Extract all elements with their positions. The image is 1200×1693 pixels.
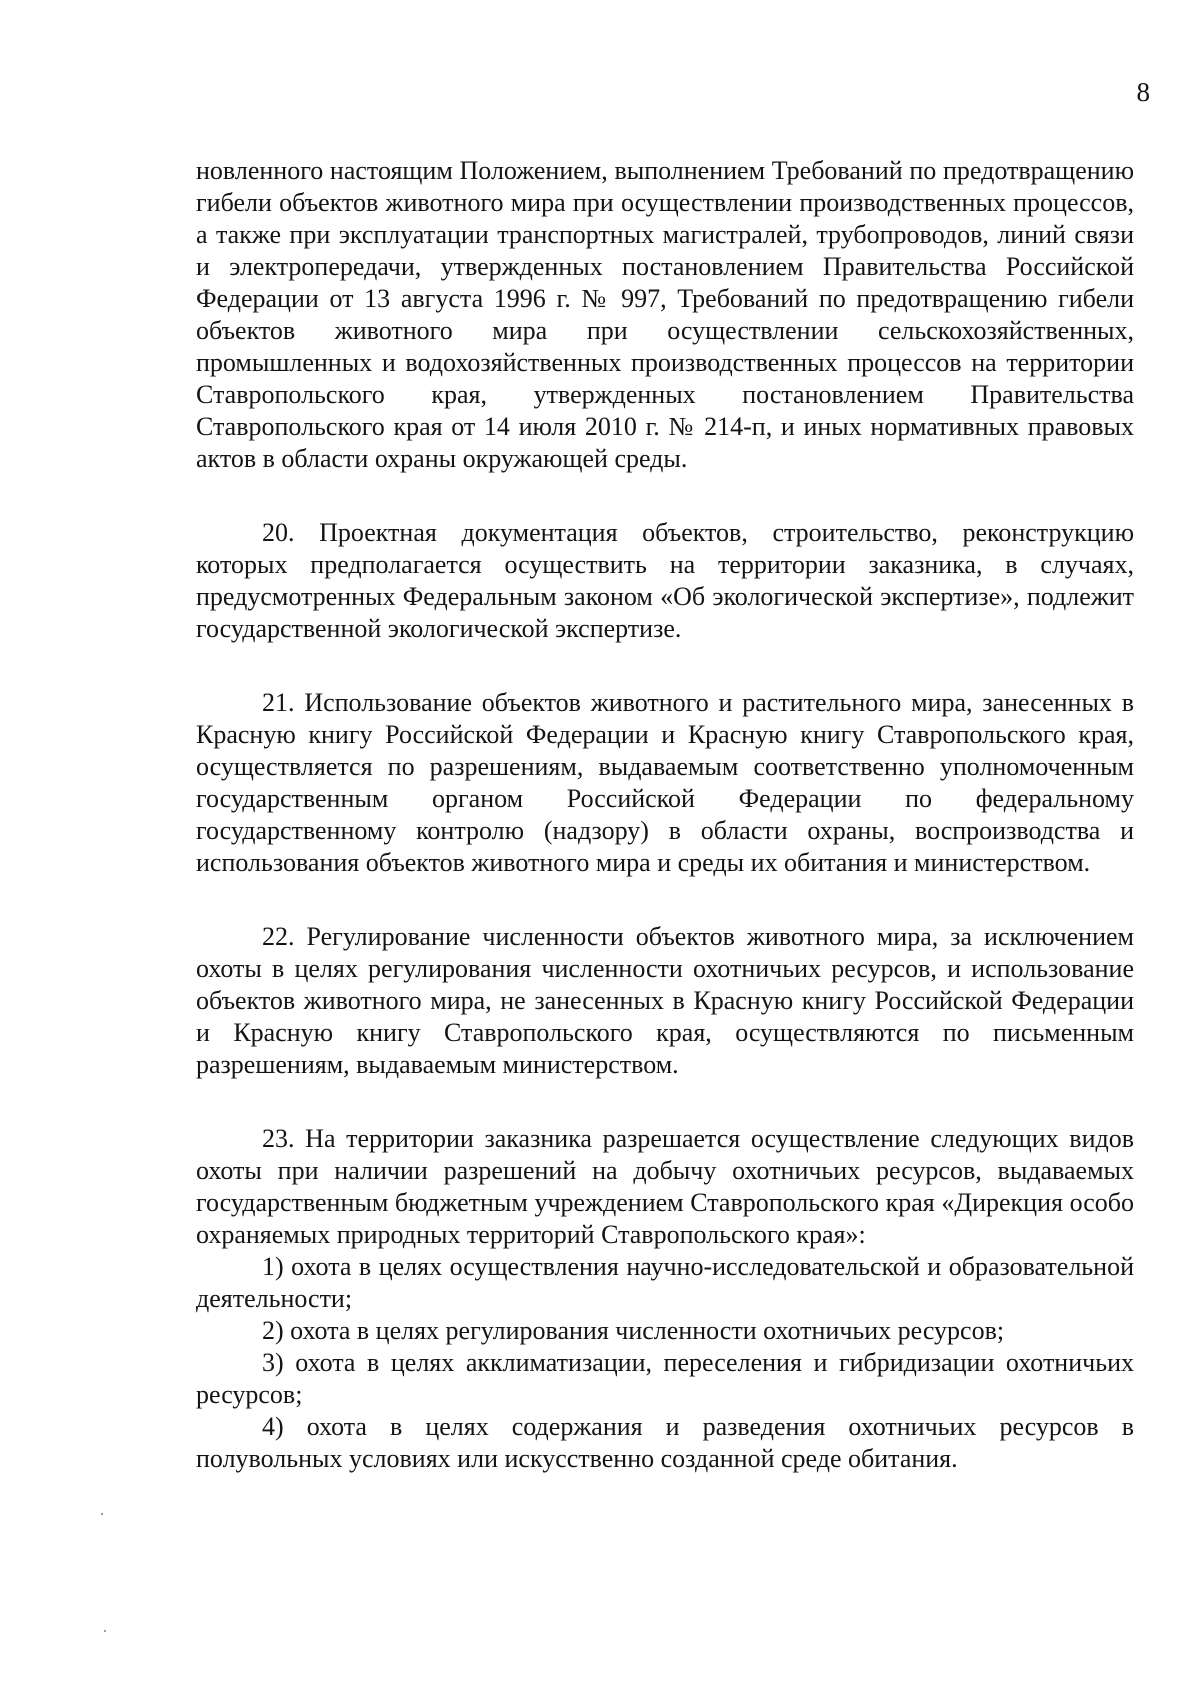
paragraph-20: 20. Проектная документация объектов, строительство, реконструкцию которых предполагается осуществить на территории заказника, в случаях, предусмотренных Федеральным законом «Об экологической экспертизе», подлежит государственной экологической экспертизе.: [196, 518, 1134, 643]
list-item: 1) охота в целях осуществления научно-исследовательской и образовательной деятельности;: [196, 1252, 1134, 1313]
list-item: 4) охота в целях содержания и разведения охотничьих ресурсов в полувольных условиях или искусственно созданной среде обитания.: [196, 1412, 1134, 1473]
paragraph-23: 23. На территории заказника разрешается осуществление следующих видов охоты при наличии разрешений на добычу охотничьих ресурсов, выдаваемых государственным бюджетным учреждением Ставропольского края «Дирекция особо охраняемых природных территорий Ставропольского края»:: [196, 1124, 1134, 1249]
paragraph-continuation: новленного настоящим Положением, выполнением Требований по предотвращению гибели объектов животного мира при осуществлении производственных процессов, а также при эксплуатации транспортных магистралей, трубопроводов, линий связи и электропередачи, утвержденных постановлением Правительства Российской Федерации от 13 августа 1996 г. № 997, Требований по предотвращению гибели объектов животного мира при осуществлении сельскохозяйственных, промышленных и водохозяйственных производственных процессов на территории Ставропольского края, утвержденных постановлением Правительства Ставропольского края от 14 июля 2010 г. № 214-п, и иных нормативных правовых актов в области охраны окружающей среды.: [196, 156, 1134, 473]
scan-speck: [104, 1630, 106, 1632]
scan-speck: [101, 1513, 103, 1515]
list-item: 2) охота в целях регулирования численности охотничьих ресурсов;: [262, 1316, 1005, 1345]
paragraph-22: 22. Регулирование численности объектов животного мира, за исключением охоты в целях регулирования численности охотничьих ресурсов, и использование объектов животного мира, не занесенных в Красную книгу Российской Федерации и Красную книгу Ставропольского края, осуществляются по письменным разрешениям, выдаваемым министерством.: [196, 922, 1134, 1079]
paragraph-21: 21. Использование объектов животного и растительного мира, занесенных в Красную книгу Российской Федерации и Красную книгу Ставропольского края, осуществляется по разрешениям, выдаваемым соответственно уполномоченным государственным органом Российской Федерации по федеральному государственному контролю (надзору) в области охраны, воспроизводства и использования объектов животного мира и среды их обитания и министерством.: [196, 688, 1134, 877]
document-body: [196, 155, 1134, 1475]
list-item: 3) охота в целях акклиматизации, переселения и гибридизации охотничьих ресурсов;: [196, 1348, 1134, 1409]
hunting-types-list: [196, 1251, 1134, 1475]
page-number: 8: [1136, 77, 1150, 107]
